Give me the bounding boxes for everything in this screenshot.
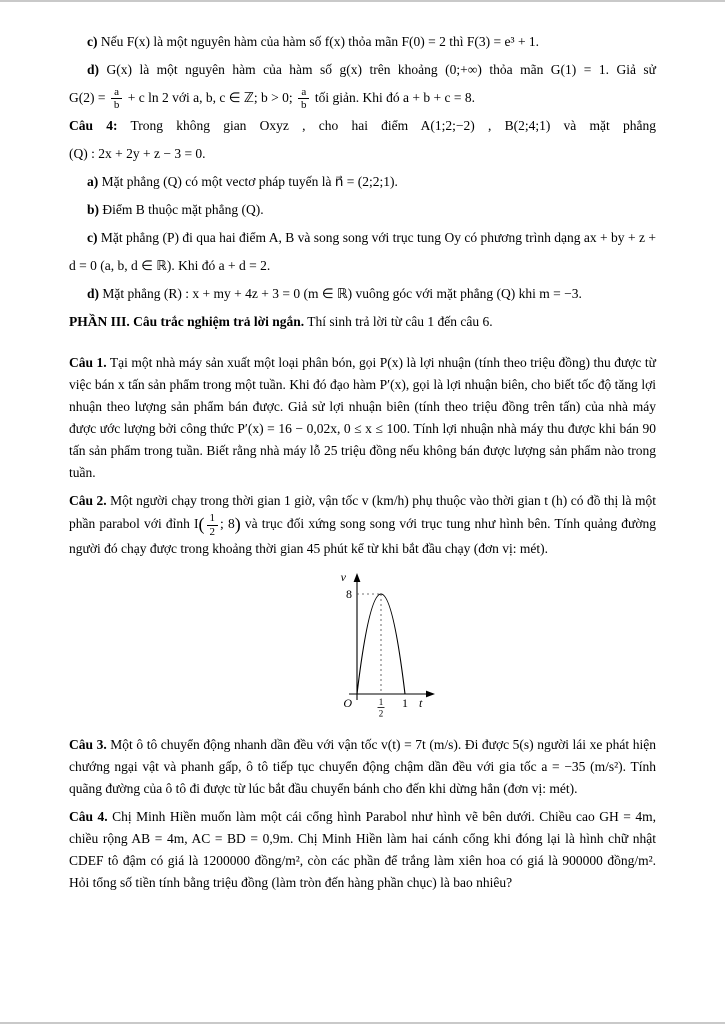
equation-g2-part2: + c ln 2 với a, b, c ∈ ℤ; b > 0;	[124, 90, 297, 105]
half-tick-denominator: 2	[378, 708, 383, 719]
v-axis-arrow-icon	[353, 573, 360, 582]
velocity-time-graph	[323, 566, 447, 722]
question-4-header-text: Trong không gian Oxyz , cho hai điểm A(1;2;−2) , B(2;4;1) và mặt phẳng	[117, 118, 656, 134]
statement-d	[69, 56, 656, 84]
question-1	[69, 352, 656, 484]
equation-g2	[69, 84, 656, 112]
question-1-text: Tại một nhà máy sản xuất một loại phân bón, gọi P(x) là lợi nhuận (tính theo triệu đồng) thu được từ việc bán x tấn sản phẩm trong một tuần. Khi đó đạo hàm P′(x), gọi là lợi nhuận biên, cho biết tốc độ tăng lợi nhuận theo lượng sản phẩm bán được. Giả sử lợi nhuận biên (tính theo triệu đồng trên tấn) của nhà máy được ước lượng bởi công thức P′(x) = 16 − 0,02x, 0 ≤ x ≤ 100. Tính lợi nhuận nhà máy thu được khi bán 90 tấn sản phẩm trong tuần. Biết rằng nhà máy lỗ 25 triệu đồng nếu không bán được lượng sản phẩm nào trong tuần.	[69, 355, 656, 481]
option-c-text: Mặt phẳng (P) đi qua hai điểm A, B và song song với trục tung Oy có phương trình dạng ax + by + z + d = 0 (a, b, d ∈ ℝ). Khi đó a + d = 2.	[69, 230, 656, 274]
peak-value-label: 8	[345, 587, 352, 602]
question-4-short	[69, 806, 656, 894]
question-4-option-b	[69, 196, 656, 224]
part-3-instructions: Thí sinh trả lời từ câu 1 đến câu 6.	[304, 314, 493, 330]
open-paren: (	[198, 514, 205, 535]
question-4-option-c	[69, 224, 656, 280]
half-tick-numerator: 1	[378, 697, 383, 708]
question-4-option-a	[69, 168, 656, 196]
fraction-numerator: a	[111, 86, 122, 100]
option-d-text: Mặt phẳng (R) : x + my + 4z + 3 = 0 (m ∈ ℝ) vuông góc với mặt phẳng (Q) khi m = −3.	[99, 286, 582, 302]
close-paren: )	[234, 514, 241, 535]
question-3-number: Câu 3.	[69, 737, 107, 753]
fraction-denominator: b	[301, 99, 307, 112]
fraction-denominator: b	[113, 99, 120, 112]
velocity-time-figure	[323, 566, 447, 726]
question-3-text: Một ô tô chuyển động nhanh dần đều với vận tốc v(t) = 7t (m/s). Đi được 5(s) người lái xe phát hiện chướng ngại vật và phanh gấp, ô tô tiếp tục chuyển động chậm dần đều với gia tốc a = −35 (m/s²). Tính quãng đường của ô tô đi được từ lúc bắt đầu chuyển bánh cho đến khi dừng hẳn (đơn vị: mét).	[69, 737, 656, 797]
question-1-number: Câu 1.	[69, 355, 107, 371]
option-c-label: c)	[87, 230, 98, 246]
part-3-title: PHẦN III. Câu trắc nghiệm trả lời ngắn.	[69, 314, 305, 330]
question-4-number: Câu 4:	[69, 118, 118, 134]
question-4-equation: (Q) : 2x + 2y + z − 3 = 0.	[69, 146, 206, 162]
question-2-number: Câu 2.	[69, 493, 107, 509]
equation-g2-part1: G(2) =	[69, 90, 109, 105]
statement-c-text: Nếu F(x) là một nguyên hàm của hàm số f(x) thỏa mãn F(0) = 2 thì F(3) = e³ + 1.	[97, 34, 540, 49]
question-4-short-number: Câu 4.	[69, 809, 108, 825]
statement-c	[69, 28, 656, 56]
fraction-one-half	[207, 512, 219, 538]
option-a-label: a)	[87, 174, 99, 190]
origin-label: O	[342, 696, 352, 711]
question-4-header	[69, 112, 656, 140]
equation-g2-part3: tối giản. Khi đó a + b + c = 8.	[311, 90, 475, 105]
fraction-a-over-b	[298, 86, 310, 112]
fraction-numerator: 1	[207, 512, 219, 526]
option-b-text: Điểm B thuộc mặt phẳng (Q).	[99, 202, 264, 218]
option-a-text: Mặt phẳng (Q) có một vectơ pháp tuyến là n⃗ = (2;2;1).	[98, 174, 398, 190]
t-axis-label: t	[418, 696, 422, 711]
question-2	[69, 490, 656, 560]
question-2-text-1: Một người chạy trong thời gian 1 giờ, vận tốc v (km/h) phụ thuộc vào thời gian t (h) có đồ thị là một phần parabol với đỉnh I	[69, 493, 656, 532]
statement-d-label: d)	[87, 62, 100, 77]
statement-c-label: c)	[87, 34, 98, 49]
fraction-a-over-b	[111, 86, 123, 112]
question-2-text-3: và trục đối xứng song song với trục tung như hình bên. Tính quảng đường người đó chạy được trong khoảng thời gian 45 phút kể từ khi bắt đầu chạy (đơn vị: mét).	[69, 516, 656, 557]
question-3	[69, 734, 656, 800]
v-axis-label: v	[340, 570, 346, 585]
fraction-denominator: 2	[209, 525, 216, 538]
fraction-numerator: a	[298, 86, 309, 100]
part-3-heading	[69, 308, 656, 336]
question-4-option-d	[69, 280, 656, 308]
t-axis-arrow-icon	[426, 691, 435, 698]
question-2-text-2: ; 8	[220, 516, 235, 532]
one-tick-label: 1	[401, 696, 408, 711]
option-d-label: d)	[87, 286, 100, 302]
option-b-label: b)	[87, 202, 100, 218]
question-4-short-text: Chị Minh Hiền muốn làm một cái cổng hình Parabol như hình vẽ bên dưới. Chiều cao GH = 4m, chiều rộng AB = 4m, AC = BD = 0,9m. Chị Minh Hiền làm hai cánh cổng khi đóng lại là hình chữ nhật CDEF tô đậm có giá là 1200000 đồng/m², còn các phần để trắng làm xiên hoa có giá là 900000 đồng/m². Hỏi tổng số tiền tính bằng triệu đồng (làm tròn đến hàng phần chục) là bao nhiêu?	[69, 809, 656, 891]
statement-d-text: G(x) là một nguyên hàm của hàm số g(x) trên khoảng (0;+∞) thỏa mãn G(1) = 1. Giả sử	[99, 62, 656, 77]
